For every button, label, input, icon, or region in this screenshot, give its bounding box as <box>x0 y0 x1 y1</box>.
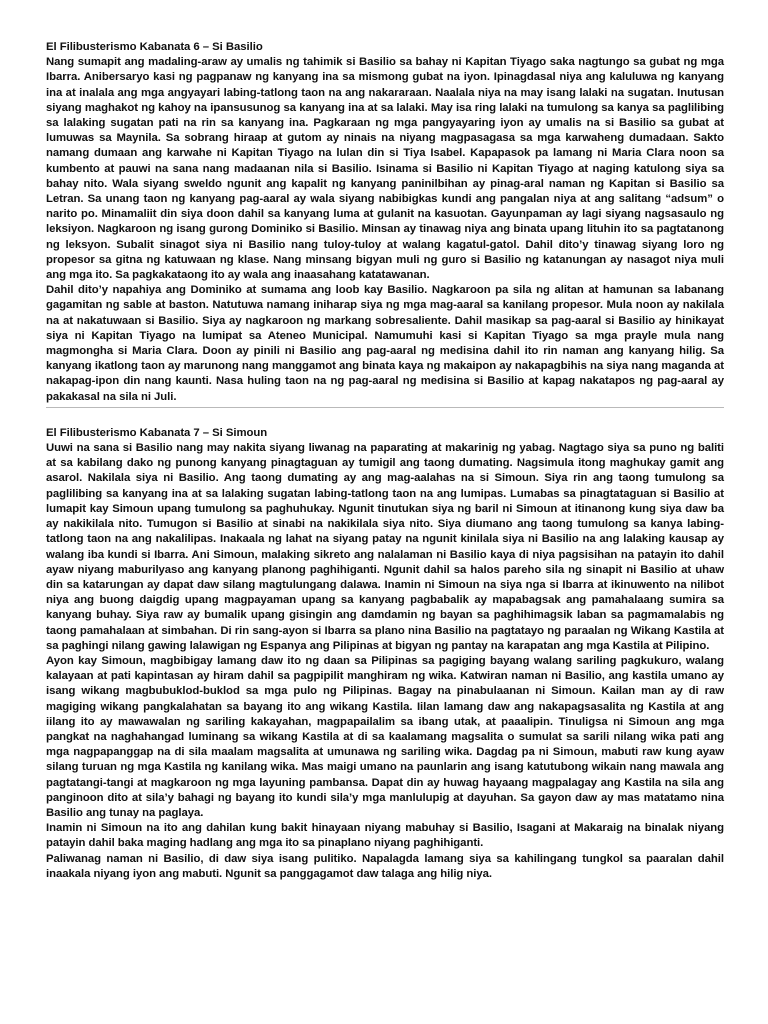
document-page <box>46 40 724 882</box>
chapter-6-paragraph-2: Dahil dito’y napahiya ang Dominiko at sumama ang loob kay Basilio. Nagkaroon pa sila ng alitan at hamunan sa labanang gagamitan ng sable at baston. Natutuwa namang iniharap siya ng mga mag-aaral sa kanilang propesor. Mula noon ay nakilala na at nakatuwaan si Basilio. Siya ay nagkaroon ng markang sobresaliente. Dahil masikap sa pag-aaral si Basilio ay hinikayat siya ni Kapitan Tiyago na lumipat sa Ateneo Municipal. Namumuhi kasi si Kapitan Tiyago sa mga prayle mula nang magmongha si Maria Clara. Doon ay pinili ni Basilio ang pag-aaral ng medisina dahil ito rin naman ang kanyang hilig. Sa kanyang ikatlong taon ay marunong nang manggamot ang binata kaya ng makaipon ay nakapagbihis na siya nang maganda at nakapag-ipon din nang kaunti. Nasa huling taon na ng pag-aaral ng medisina si Basilio at kapag nakatapos ng pag-aaral ay pakakasal na sila ni Juli. <box>46 284 724 403</box>
chapter-7-paragraph-3: Inamin ni Simoun na ito ang dahilan kung bakit hinayaan niyang mabuhay si Basilio, Isagani at Makaraig na binalak niyang patayin dahil baka maging hadlang ang mga ito sa pinaplano niyang paghihiganti. <box>46 822 724 850</box>
section-divider <box>46 407 724 408</box>
chapter-7-paragraph-2: Ayon kay Simoun, magbibigay lamang daw ito ng daan sa Pilipinas sa pagiging bayang walang sariling pagkukuro, walang kalayaan at pati kapintasan ay hiram dahil sa pagpipilit manghiram ng wika. Katwiran naman ni Basilio, ang kastila umano ay isang wikang magbubuklod-buklod sa mga pulo ng Pilipinas. Bagay na pinabulaanan ni Simoun. Kailan man ay di raw magiging wikang pangkalahatan sa bayang ito ang wikang Kastila. Iilan lamang daw ang nakapagsasalita ng Kastila at ang iilang ito ay mawawalan ng sariling kakayahan, magpapailalim sa ibang utak, at paaalipin. Tinuligsa ni Simoun ang mga pangkat na naghahangad luminang sa wikang Kastila at di sa kaalamang magsalita o sumulat sa sarili nilang wika pati ang mga nagpapanggap na di sila maalam magsalita at umunawa ng sariling wika. Dagdag pa ni Simoun, mabuti raw kung ayaw silang turuan ng mga Kastila ng kanilang wika. Mas maigi umano na paunlarin ang isang katutubong wikain nang mawala ang pagtatangi-tangi at magkaroon ng mga layuning pambansa. Dapat din ay huwag hayaang magpalagay ang Kastila na sila ang panginoon dito at sila’y bahagi ng bayang ito kundi sila’y mga manlulupig at dayuhan. Sa gayon daw ay mas matatamo nina Basilio ang tunay na paglaya. <box>46 654 724 819</box>
chapter-7-title: El Filibusterismo Kabanata 7 – Si Simoun <box>46 426 268 439</box>
chapter-7-section <box>46 426 724 882</box>
chapter-6-title: El Filibusterismo Kabanata 6 – Si Basilio <box>46 41 263 53</box>
chapter-7-paragraph-1: Uuwi na sana si Basilio nang may nakita siyang liwanag na paparating at makarinig ng yabag. Nagtago siya sa puno ng baliti at sa kabilang dako ng punong kanyang pinagtaguan ay tumigil ang taong dumating. Nagsimula itong maghukay gamit ang asarol. Nakilala siya ni Basilio. Ang taong dumating ay ang mag-aalahas na si Simoun. Siya rin ang taong tumulong sa paglilibing sa kanyang ina at sa lalaking sugatan labing-tatlong taon na ang lumipas. Lumabas sa pinagtataguan si Basilio at lumapit kay Simoun upang tumulong sa paghuhukay. Ngunit tinutukan siya ng baril ni Simoun at itinanong kung siya daw ba ay nakikilala nito. Tumugon si Basilio at sinabi na nakikilala siya nito. Siya diumano ang taong tumulong sa kanya labing-tatlong taon na ang nakalilipas. Inakaala ng lahat na siyang patay na ngunit kinilala siya ni Basilio na ang lalaking kausap ay walang iba kundi si Ibarra. Ani Simoun, malaking sikreto ang nalalaman ni Basilio kaya di niya pagsisihan na patayin ito dahil ayaw niyang maburilyaso ang kanyang planong paghihiganti. Ngunit dahil sa halos pareho sila ng sinapit ni Basilio at uhaw din sa katarungan ay dapat daw silang magtulungang dalawa. Inamin ni Simoun na siya nga si Ibarra at ikinuwento na nilibot niya ang buong daigdig upang magpayaman upang sa kanyang pagbabalik ay mapabagsak ang pamahalaang sumira sa kanyang buhay. Siya raw ay bumalik upang gisingin ang damdamin ng bayan sa paghihimagsik laban sa pagmamalabis ng taong pamahalaan at simbahan. Di rin sang-ayon si Ibarra sa plano nina Basilio na pagtatayo ng paraalan ng Wikang Kastila at sa paghingi nilang gawing lalawigan ng Espanya ang Pilipinas at bigyan ng pantay na karapatan ang mga Kastila at Pilipino. <box>46 442 724 652</box>
chapter-6-section <box>46 40 724 405</box>
chapter-6-paragraph-1: Nang sumapit ang madaling-araw ay umalis ng tahimik si Basilio sa bahay ni Kapitan Tiyago saka nagtungo sa gubat ng mga Ibarra. Anibersaryo kasi ng pagpanaw ng kanyang ina sa mismong gubat na iyon. Ipinagdasal niya ang kaluluwa ng kanyang ina at inalala ang mga angyayari labing-tatlong taon na ang nakararaan. Naalala niya na may isang lalaki na sugatan. Inutusan siyang maghakot ng kahoy na ipansusunog sa kanyang ina at sa lalaki. May isa ring lalaki na tumulong sa kanya sa paglilibing sa lalaking sugatan pati na rin sa kanyang ina. Pagkaraan ng mga pangyayaring iyon ay umalis na si Basilio sa gubat at lumuwas sa Maynila. Sa sobrang hiraap at gutom ay ninais na niyang magpasagasa sa mga karwaheng dumadaan. Sakto namang dumaan ang karwahe ni Kapitan Tiyago na lulan din si Tiya Isabel. Kapapasok pa lamang ni Maria Clara noon sa kumbento at pauwi na sana nang madaanan nila si Basilio. Isinama si Basilio ni Kapitan Tiyago at naging katulong siya sa bahay nito. Wala siyang sweldo ngunit ang kapalit ng kanyang paninilbihan ay pinag-aral naman ng Kapitan si Basilio sa Letran. Sa unang taon ng kanyang pag-aaral ay wala siyang nabibigkas kundi ang pangalan niya at ang salitang “adsum” o narito po. Minamaliit din siya doon dahil sa kanyang luma at gulanit na kasuotan. Gayunpaman ay lagi siyang nagsasaulo ng leksiyon. Nagkaroon ng isang gurong Dominiko si Basilio. Minsan ay tinawag niya ang binata upang lituhin ito sa pagtatanong ng leksyon. Subalit sinagot siya ni Basilio nang tuloy-tuloy at walang kagatul-gatol. Dahil dito’y tinawag siyang loro ng propesor sa gitna ng katuwaan ng klase. Nang minsang bigyan muli ng guro si Basilio ng katanungan ay nasagot niya muli ang mga ito. Sa pagkakataong ito ay wala ang inaasahang katatawanan. <box>46 56 724 282</box>
chapter-7-paragraph-4: Paliwanag naman ni Basilio, di daw siya isang pulitiko. Napalagda lamang siya sa kahilingang tungkol sa paaralan dahil inaakala niyang iyon ang mabuti. Ngunit sa panggagamot daw talaga ang hilig niya. <box>46 852 724 880</box>
